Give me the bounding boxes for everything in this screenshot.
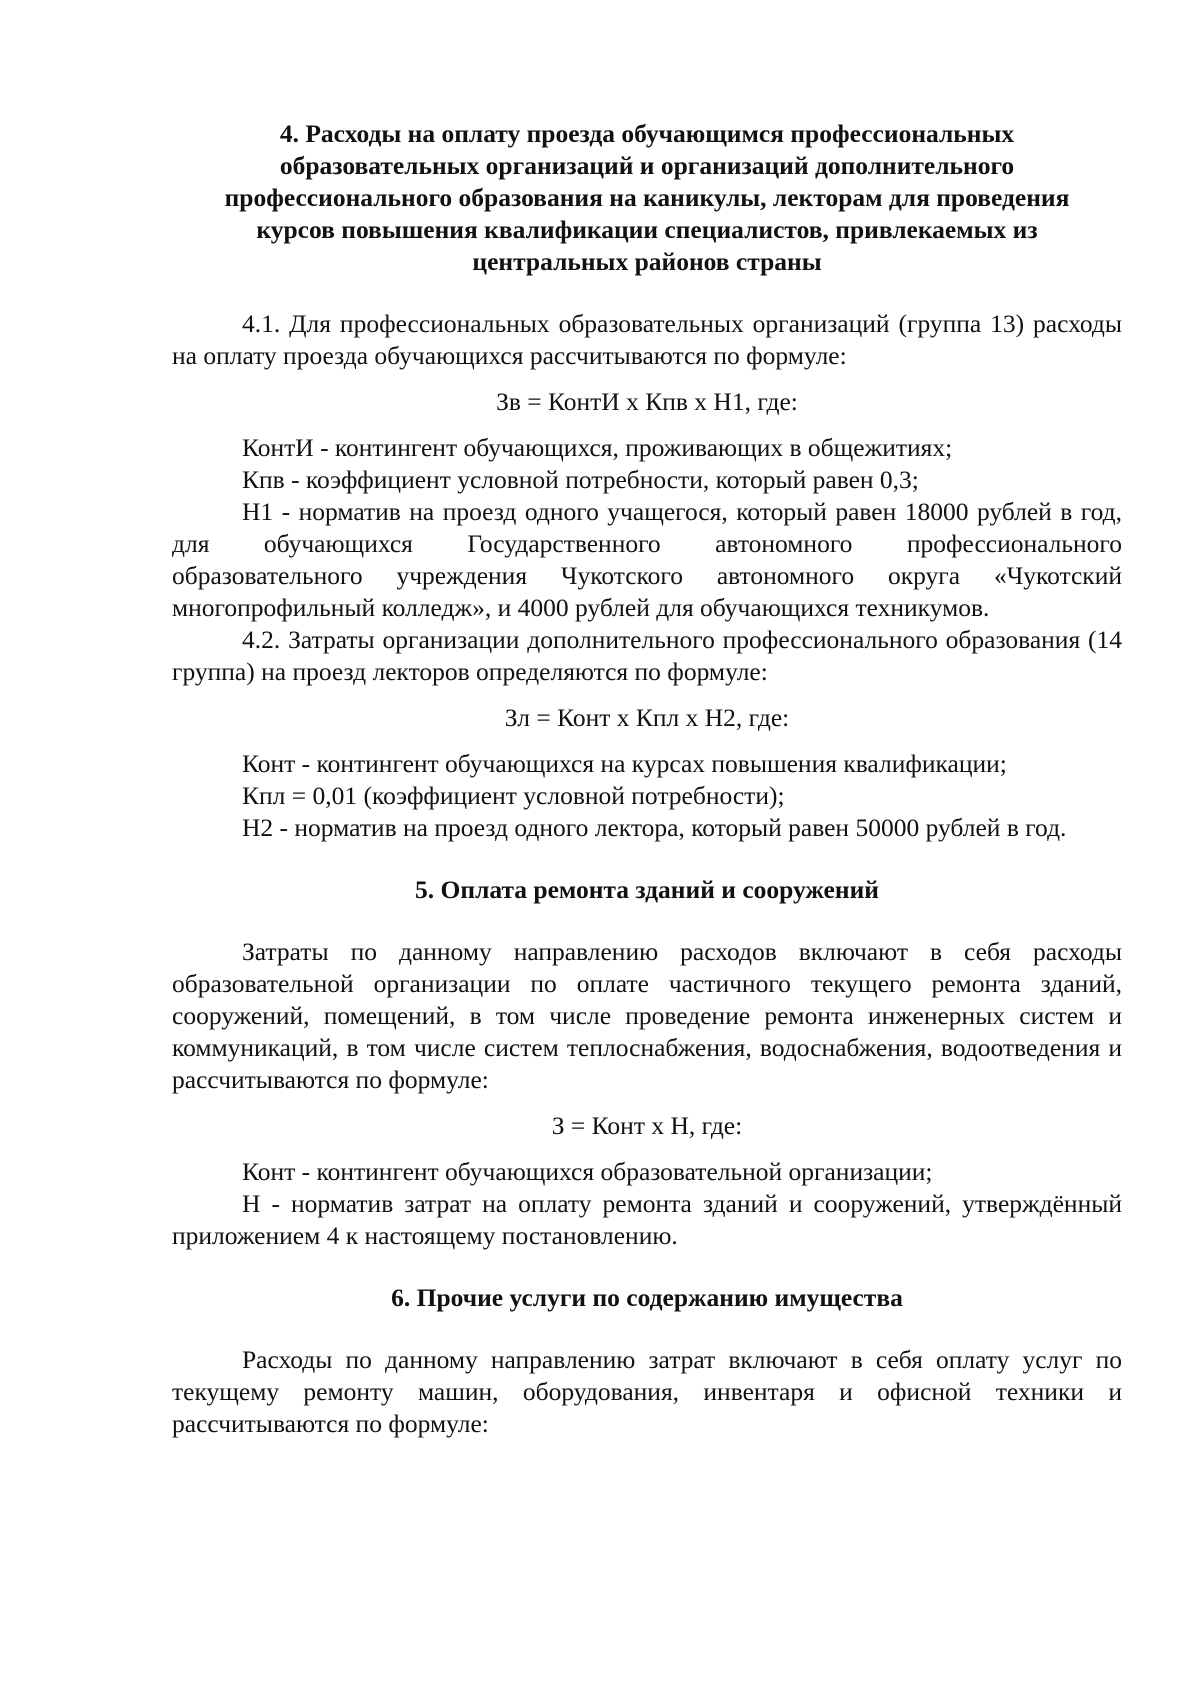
section-4-paragraph-4-2: 4.2. Затраты организации дополнительного профессионального образования (14 группа) на проезд лекторов определяются по формуле: <box>172 625 1122 686</box>
section-5-title: 5. Оплата ремонта зданий и сооружений <box>415 875 879 904</box>
section-6-title: 6. Прочие услуги по содержанию имущества <box>391 1283 903 1312</box>
section-4-title-line: курсов повышения квалификации специалистов, привлекаемых из <box>256 215 1038 244</box>
section-4-title <box>172 118 1122 278</box>
section-6-paragraph: Расходы по данному направлению затрат включают в себя оплату услуг по текущему ремонту машин, оборудования, инвентаря и офисной техники и рассчитываются по формуле: <box>172 1345 1122 1438</box>
section-4-paragraph-4-1: 4.1. Для профессиональных образовательных организаций (группа 13) расходы на оплату проезда обучающихся рассчитываются по формуле: <box>172 309 1122 370</box>
definition-kpv: Кпв - коэффициент условной потребности, который равен 0,3; <box>242 465 919 494</box>
definition-kont-5: Конт - контингент обучающихся образовательной организации; <box>242 1157 933 1186</box>
formula-z: З = Конт х Н, где: <box>551 1111 743 1140</box>
formula-zl: Зл = Конт х Кпл х Н2, где: <box>504 703 790 732</box>
section-4-title-line: 4. Расходы на оплату проезда обучающимся профессиональных <box>279 119 1015 148</box>
definition-konti: КонтИ - контингент обучающихся, проживающих в общежитиях; <box>242 433 953 462</box>
definition-kpl: Кпл = 0,01 (коэффициент условной потребности); <box>242 781 785 810</box>
definition-n1: Н1 - норматив на проезд одного учащегося, который равен 18000 рублей в год, для обучающихся Государственного автономного профессионального образовательного учреждения Чукотского автономного округа «Чукотский многопрофильный колледж», и 4000 рублей для обучающихся техникумов. <box>172 497 1122 622</box>
definition-kont: Конт - контингент обучающихся на курсах повышения квалификации; <box>242 749 1007 778</box>
document-page <box>172 118 1122 1440</box>
section-4-title-line: профессионального образования на каникулы, лекторам для проведения <box>224 183 1070 212</box>
definition-n2: Н2 - норматив на проезд одного лектора, который равен 50000 рублей в год. <box>242 813 1067 842</box>
section-4-title-line: образовательных организаций и организаций дополнительного <box>279 151 1015 180</box>
formula-zv: Зв = КонтИ х Кпв х Н1, где: <box>496 387 798 416</box>
section-5-paragraph: Затраты по данному направлению расходов включают в себя расходы образовательной организации по оплате частичного текущего ремонта зданий, сооружений, помещений, в том числе проведение ремонта инженерных систем и коммуникаций, в том числе систем теплоснабжения, водоснабжения, водоотведения и рассчитываются по формуле: <box>172 937 1122 1094</box>
definition-n-5: Н - норматив затрат на оплату ремонта зданий и сооружений, утверждённый приложением 4 к настоящему постановлению. <box>172 1189 1122 1250</box>
section-4-title-line: центральных районов страны <box>472 247 822 276</box>
